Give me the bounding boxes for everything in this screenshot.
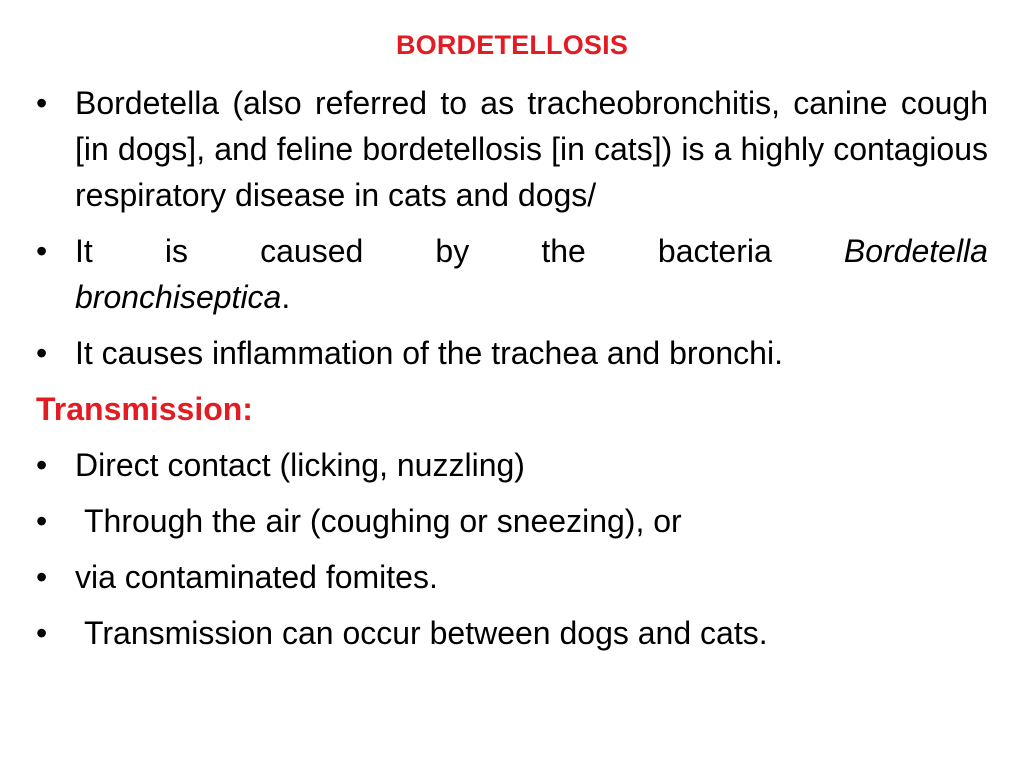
bullet-transmission-text: Transmission can occur between dogs and cats. <box>84 615 768 651</box>
cause-word: caused <box>260 233 364 269</box>
bullet-cause <box>36 228 988 320</box>
cause-word: by <box>435 233 470 269</box>
bullet-transmission-direct <box>36 442 988 488</box>
bullet-inflammation <box>36 330 988 376</box>
cause-word: is <box>164 233 188 269</box>
slide-content <box>36 80 988 666</box>
bullet-transmission-text: Through the air (coughing or sneezing), or <box>84 503 682 539</box>
slide-title: BORDETELLOSIS <box>395 30 629 60</box>
bullet-transmission-fomites <box>36 554 988 600</box>
species-genus: Bordetella <box>843 233 988 269</box>
bullet-cause-line <box>75 228 988 274</box>
bullet-transmission-species <box>36 610 988 656</box>
bullet-cause-line-2 <box>75 274 988 320</box>
bullet-transmission-text: Direct contact (licking, nuzzling) <box>75 447 525 483</box>
cause-word: • It <box>75 233 93 269</box>
bullet-transmission-air <box>36 498 988 544</box>
cause-word: bacteria <box>657 233 772 269</box>
bullet-transmission-text: via contaminated fomites. <box>75 559 438 595</box>
cause-word: the <box>541 233 586 269</box>
bullet-definition <box>36 80 988 218</box>
transmission-heading: Transmission: <box>36 391 253 427</box>
species-epithet: bronchiseptica <box>75 279 282 315</box>
cause-period: . <box>281 279 291 315</box>
bullet-definition-text: Bordetella (also referred to as tracheobronchitis, canine cough [in dogs], and feline bordetellosis [in cats]) is a highly contagious respiratory disease in cats and dogs/ <box>75 85 988 213</box>
bullet-inflammation-text: It causes inflammation of the trachea and bronchi. <box>75 335 783 371</box>
